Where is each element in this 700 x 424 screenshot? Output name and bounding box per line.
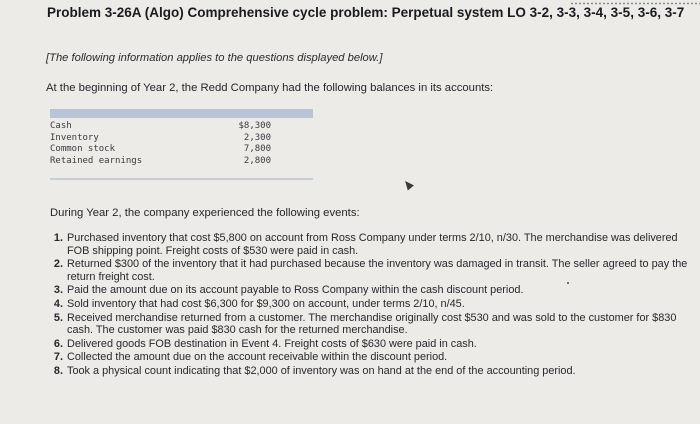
account-amount: 2,300 xyxy=(243,132,271,143)
list-item: 1. Purchased inventory that cost $5,800 on account from Ross Company under terms 2/10, n/30. The merchandise was delivered FOB shipping point. Freight costs of $530 were paid in cash. xyxy=(66,232,696,257)
account-name: Common stock xyxy=(50,144,116,154)
account-amount: $8,300 xyxy=(238,121,271,131)
table-row xyxy=(50,121,313,133)
table-row xyxy=(50,144,313,156)
list-item: 4. Sold inventory that had cost $6,300 for $9,300 on account, under terms 2/10, n/45. xyxy=(66,298,696,311)
account-amount: 2,800 xyxy=(243,155,271,166)
list-item: 8. Took a physical count indicating that $2,000 of inventory was on hand at the end of the accounting period. xyxy=(66,365,696,378)
list-item: 5. Received merchandise returned from a customer. The merchandise originally cost $530 and was sold to the customer for $830 cash. The customer was paid $830 cash for the returned merchandise. xyxy=(66,312,696,337)
events-intro: During Year 2, the company experienced the following events: xyxy=(50,207,360,219)
list-item: 6. Delivered goods FOB destination in Event 4. Freight costs of $630 were paid in cash. xyxy=(66,338,696,351)
list-item: 7. Collected the amount due on the account receivable within the discount period. xyxy=(66,351,696,364)
stray-dot-decoration xyxy=(567,282,569,284)
instruction-note: [The following information applies to the questions displayed below.] xyxy=(46,52,383,64)
list-item: 2. Returned $300 of the inventory that it had purchased because the inventory was damaged in transit. The seller agreed to pay the return freight cost. xyxy=(66,258,696,283)
balances-table-header xyxy=(50,109,313,118)
balances-table xyxy=(50,121,313,167)
table-row xyxy=(50,156,313,168)
account-name: Inventory xyxy=(50,132,99,143)
account-name: Cash xyxy=(50,121,72,131)
table-row xyxy=(50,133,313,145)
account-amount: 7,800 xyxy=(243,144,271,154)
balances-intro: At the beginning of Year 2, the Redd Company had the following balances in its accounts: xyxy=(46,82,494,94)
mouse-cursor-icon xyxy=(402,178,414,190)
list-item: 3. Paid the amount due on its account payable to Ross Company within the cash discount period. xyxy=(66,284,696,297)
problem-title: Problem 3-26A (Algo) Comprehensive cycle problem: Perpetual system LO 3-2, 3-3, 3-4, 3-5, 3-6, 3-7 xyxy=(47,5,685,20)
balances-table-footer-rule xyxy=(50,178,313,180)
events-list xyxy=(50,232,696,379)
account-name: Retained earnings xyxy=(50,155,143,166)
